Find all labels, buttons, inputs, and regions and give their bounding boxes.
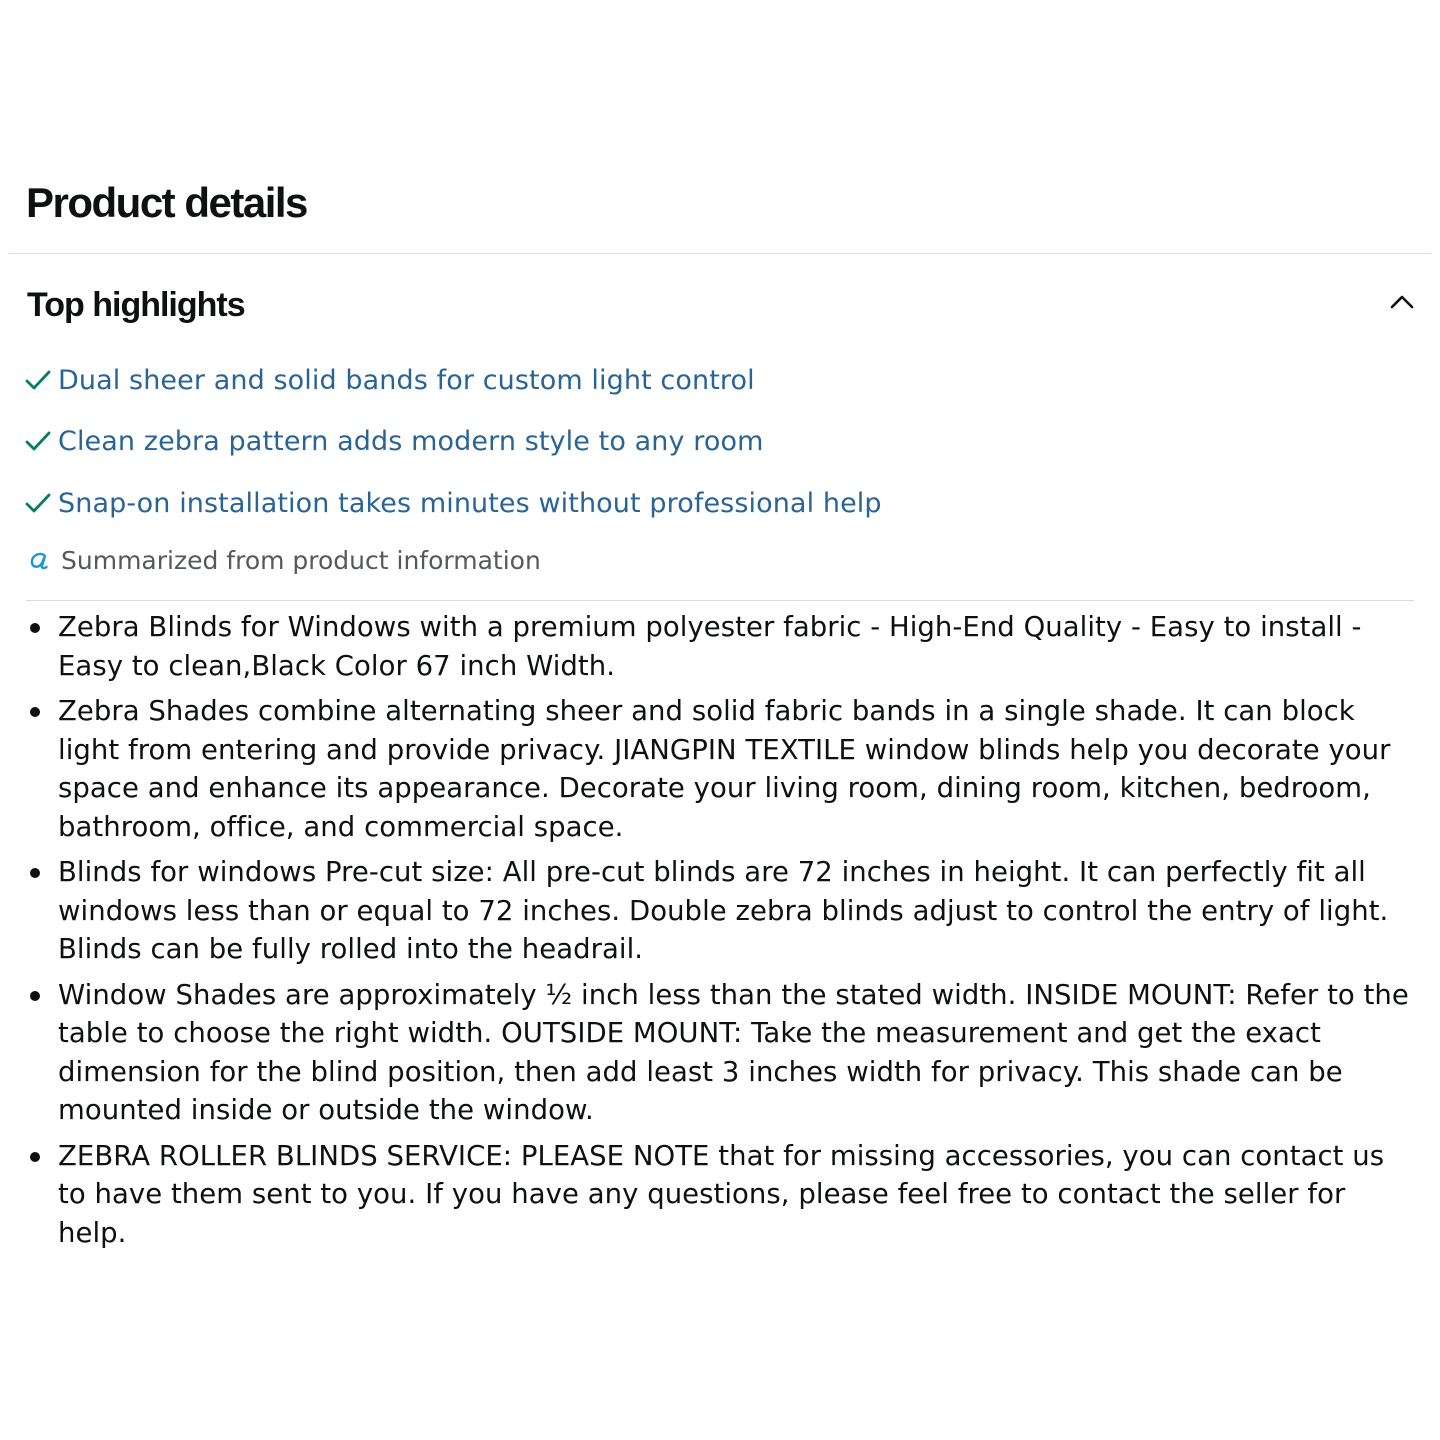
bullet-dot bbox=[30, 1152, 40, 1162]
check-icon bbox=[24, 489, 52, 517]
highlight-item bbox=[24, 483, 1024, 523]
feature-bullet bbox=[58, 608, 1418, 685]
collapse-toggle-button[interactable] bbox=[1386, 286, 1418, 318]
check-icon bbox=[24, 366, 52, 394]
feature-bullet bbox=[58, 853, 1418, 969]
feature-bullets bbox=[58, 608, 1418, 1259]
check-icon bbox=[24, 427, 52, 455]
highlight-text: Dual sheer and solid bands for custom light control bbox=[58, 364, 755, 396]
feature-bullet-text: Blinds for windows Pre-cut size: All pre-cut blinds are 72 inches in height. It can perfectly fit all windows less than or equal to 72 inches. Double zebra blinds adjust to control the entry of light. Blinds can be fully rolled into the headrail. bbox=[58, 856, 1389, 965]
top-highlights-header[interactable] bbox=[0, 280, 1440, 330]
divider bbox=[26, 600, 1414, 601]
feature-bullet-text: Zebra Shades combine alternating sheer and solid fabric bands in a single shade. It can block light from entering and provide privacy. JIANGPIN TEXTILE window blinds help you decorate your space and enhance its appearance. Decorate your living room, dining room, kitchen, bedroom, bathroom, office, and commercial space. bbox=[58, 695, 1391, 843]
highlight-text: Clean zebra pattern adds modern style to any room bbox=[58, 425, 764, 457]
ai-sparkle-icon bbox=[27, 548, 51, 572]
feature-bullet-text: Window Shades are approximately ½ inch less than the stated width. INSIDE MOUNT: Refer to the table to choose the right width. OUTSIDE MOUNT: Take the measurement and get the exact dimension for the blind position, then add least 3 inches width for privacy. This shade can be mounted inside or outside the window. bbox=[58, 978, 1409, 1126]
summary-note-text: Summarized from product information bbox=[61, 545, 541, 575]
highlight-item bbox=[24, 421, 1024, 461]
chevron-up-icon bbox=[1386, 286, 1418, 318]
feature-bullet bbox=[58, 692, 1418, 846]
bullet-dot bbox=[30, 991, 40, 1001]
section-title: Top highlights bbox=[27, 286, 245, 324]
feature-bullet-text: Zebra Blinds for Windows with a premium polyester fabric - High-End Quality - Easy to install - Easy to clean,Black Color 67 inch Width. bbox=[58, 611, 1362, 682]
bullet-dot bbox=[30, 623, 40, 633]
highlight-item bbox=[24, 360, 1024, 400]
summary-note bbox=[27, 541, 541, 579]
feature-bullet bbox=[58, 976, 1418, 1130]
page-title: Product details bbox=[26, 179, 307, 226]
divider bbox=[9, 253, 1431, 254]
highlight-text: Snap-on installation takes minutes without professional help bbox=[58, 487, 882, 519]
bullet-dot bbox=[30, 707, 40, 717]
feature-bullet-text: ZEBRA ROLLER BLINDS SERVICE: PLEASE NOTE that for missing accessories, you can contact us to have them sent to you. If you have any questions, please feel free to contact the seller for help. bbox=[58, 1139, 1385, 1249]
feature-bullet bbox=[58, 1137, 1418, 1253]
bullet-dot bbox=[30, 868, 40, 878]
